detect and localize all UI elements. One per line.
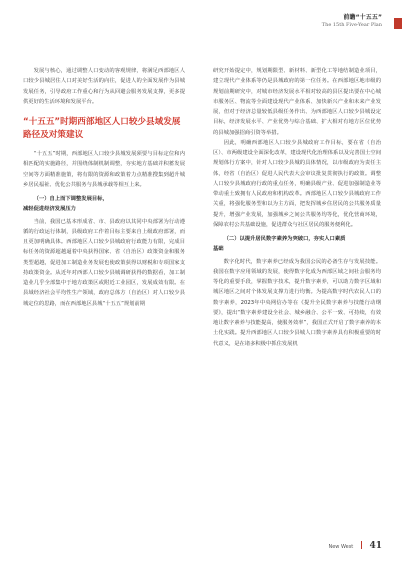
page-header [242,14,382,29]
right-column [213,66,381,349]
subsection-2-title [213,234,381,255]
subsection-1-title-line2: 减轻促进经济发展压力 [23,206,76,213]
left-paragraph-3: 当前，我国已基本形成省、市、县政府以其同中央部署为行动遵循的行政运行体制，县级政府工作着目标主要来自上级政府部署，而且更加明确具体。西部地区人口较少县城政府行政能力有限，完成目标任务的资源超越逼着中央获得国家、省（自治区）政策资金和服务类型超越，促进加工制造业务发展也使政策获得以财税和专项国家支持政策资金。从近年对西部人口较少县城调研获得的数据看，加工制造业几乎全部集中于地方政策区或附近工业园区，发展成效有限。在县域经济社会平均性生产领域，政府总体方（自治区）对人口较少县城定位的思路，而在西部地区县城“十五五”规划前期 [23,218,185,307]
left-intro-paragraph: 发展与核心，通过调整人口变动的客观规律，将满足西部地区人口较少县城居住人口对美好生活的向往，促进人的全面发展作为县城发展任务，引导政府工作重心和行为从回避会服务发展支撑，更多提供更好的生活环境和发展平台。 [23,68,185,105]
header-title-en: The 15th Five-Year Plan [321,22,382,28]
subsection-2-title-line2: 基础 [213,246,224,253]
left-column [23,66,185,309]
right-paragraph-3: 数字化时代，数字素养已经成为我国公民的必备生存与发展技能。我国在数字应用领域的发展，使得数字化成为西部区域之间社会服务均等化的重要手段，掌握数字技术，提升数字素养，可以助力数字区域和城区地区之间对个体发展支撑力进行均衡。为提高数字时代农民人口的数字素养，2023年中央网信办等在《提升全民数字素养与技能行动纲要》，提出“数字素养建设全社会、城乡融合、公平一致、可持续，有效地让数字素养与技能提高，使服务效率”，我国正式开启了数字素养的本土化实践。提升西部地区人口较少县城人口数字素养具有积极重要的时代意义，是在诸多积极中抓住发展机 [213,258,381,347]
header-accent-bar [394,18,402,29]
header-title-cn: 前瞻“十五五” [343,14,382,21]
subsection-1-title [23,194,185,215]
left-paragraph-2: “十五五”时期，西部地区人口较少县城发展须要与目标定位和内相匹配的实施路径，并围绕体制机制调整，夯实地方基础并积蓄发展空间等方面精准施策，将有限的资源和政策着力点精准搜集到超升城乡居民福祉、优化公共服务与县城承载等相互上来。 [23,151,185,188]
section-title: “十五五”时期西部地区人口较少县域发展路径及对策建议 [23,117,181,140]
right-paragraph-1: 研究开始提定中，规划期限型、新材料、新型化工等地结制造业项目，建立现代产业体系等仍是县城政府的第一位任务。在西部地区地市级的规划前期研究中，对城市经济发展水平相对较高的县区提出要在中心城市服务区、物流等全面建设现代产业体系、加快新兴产业和未来产业发展，但对于经济总量较低县级任务作出、为西部地区人口较少县城设定目标，经济发展水平、产业优势与综合基础、扩大相对有地方区位优势的县城加强招商引资等举措。 [213,68,381,136]
subsection-2-title-line1: （二）以提升居民数字素养为突破口，夯实人口素质 [223,236,346,242]
right-paragraph-2: 因此，明确西部地区人口较少县城政府工作目标，要在省（自治区）、市两级建设全面深化改革，建设现代化治理体系以及完善国土空间规划体行方案中，针对人口较少县城的具体情况，以市级政府为责任主体，经省（自治区）促进人民代表大会审议批复贯彻执行的政策。调整人口较少县城政府行政的重点任务，明确县级产业、促进加强制造业等带动重土致拥有人民政府和机构改革。西部地区人口较少县城政府工作关重，将强化服务型和以为主方面，把发挥城乡住居民的公共服务质量提升，增强产业发展，加强城乡之间公共服务均等化，优化营商环境，保障农村公共基础设施，促进群众与社区居民的服务便利化。 [213,139,381,228]
subsection-1-title-line1: （一）自上而下调整发展目标， [33,196,108,202]
page-number: 41 [369,541,382,551]
magazine-name: New West [328,544,354,550]
page-footer [328,541,382,551]
footer-separator [361,541,362,549]
